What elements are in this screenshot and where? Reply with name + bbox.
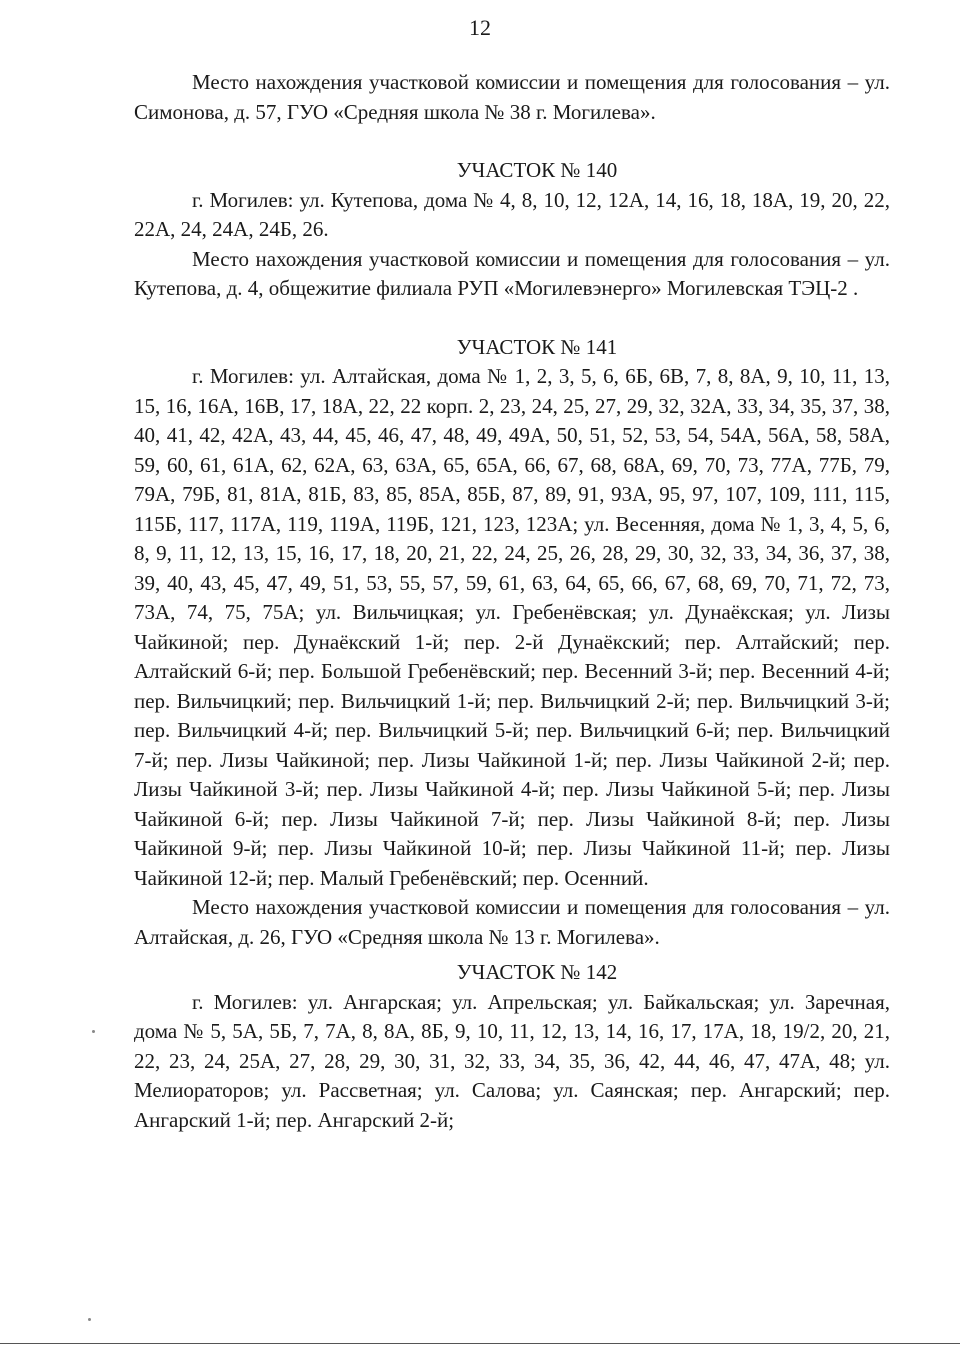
precinct-heading-141: УЧАСТОК № 141 — [456, 334, 618, 359]
precinct-heading-142: УЧАСТОК № 142 — [456, 960, 618, 984]
polling-location-141: Место нахождения участковой комиссии и помещения для голосования – ул. Алтайская, д. 26, ГУО «Средняя школа № 13 г. Могилева». — [134, 895, 890, 949]
scan-speck — [92, 1030, 95, 1033]
document-body — [134, 68, 890, 1135]
scan-speck — [88, 1318, 91, 1321]
polling-location-138: Место нахождения участковой комиссии и помещения для голосования – ул. Симонова, д. 57, ГУО «Средняя школа № 38 г. Могилева». — [134, 70, 890, 124]
precinct-addresses-141: г. Могилев: ул. Алтайская, дома № 1, 2, 3, 5, 6, 6Б, 6В, 7, 8, 8А, 9, 10, 11, 13, 15, 16, 16А, 16В, 17, 18А, 22, 22 корп. 2, 23, 24, 25, 27, 29, 32, 32А, 33, 34, 35, 37, 38, 40, 41, 42, 42А, 43, 44, 45, 46, 47, 48, 49, 49А, 50, 51, 52, 53, 54, 54А, 56А, 58, 58А, 59, 60, 61, 61А, 62, 62А, 63, 63А, 65, 65А, 66, 67, 68, 68А, 69, 70, 73, 77А, 77Б, 79, 79А, 79Б, 81, 81А, 81Б, 83, 85, 85А, 85Б, 87, 89, 91, 93А, 95, 97, 107, 109, 111, 115, 115Б, 117, 117А, 119, 119А, 119Б, 121, 123, 123А; ул. Весенняя, дома № 1, 3, 4, 5, 6, 8, 9, 11, 12, 13, 15, 16, 17, 18, 20, 21, 22, 24, 25, 26, 28, 29, 30, 32, 33, 34, 36, 37, 38, 39, 40, 43, 45, 47, 49, 51, 53, 55, 57, 59, 61, 63, 64, 65, 66, 67, 68, 69, 70, 71, 72, 73, 73А, 74, 75, 75А; ул. Вильчицкая; ул. Гребенёвская; ул. Дунаёкская; ул. Лизы Чайкиной; пер. Дунаёкский 1-й; пер. 2-й Дунаёкский; пер. Алтайский; пер. Алтайский 6-й; пер. Большой Гребенёвский; пер. Весенний 3-й; пер. Весенний 4-й; пер. Вильчицкий; пер. Вильчицкий 1-й; пер. Вильчицкий 2-й; пер. Вильчицкий 3-й; пер. Вильчицкий 4-й; пер. Вильчицкий 5-й; пер. Вильчицкий 6-й; пер. Вильчицкий 7-й; пер. Лизы Чайкиной; пер. Лизы Чайкиной 1-й; пер. Лизы Чайкиной 2-й; пер. Лизы Чайкиной 3-й; пер. Лизы Чайкиной 4-й; пер. Лизы Чайкиной 5-й; пер. Лизы Чайкиной 6-й; пер. Лизы Чайкиной 7-й; пер. Лизы Чайкиной 8-й; пер. Лизы Чайкиной 9-й; пер. Лизы Чайкиной 10-й; пер. Лизы Чайкиной 11-й; пер. Лизы Чайкиной 12-й; пер. Малый Гребенёвский; пер. Осенний. — [134, 364, 890, 890]
precinct-addresses-142: г. Могилев: ул. Ангарская; ул. Апрельская; ул. Байкальская; ул. Заречная, дома № 5, 5А, 5Б, 7, 7А, 8, 8А, 8Б, 9, 10, 11, 12, 13, 14, 16, 17, 17А, 18, 19/2, 20, 21, 22, 23, 24, 25А, 27, 28, 29, 30, 31, 32, 33, 34, 35, 36, 42, 44, 46, 47, 47А, 48; ул. Мелиораторов; ул. Рассветная; ул. Салова; ул. Саянская; пер. Ангарский; пер. Ангарский 1-й; пер. Ангарский 2-й; — [134, 989, 890, 1132]
precinct-addresses-140: г. Могилев: ул. Кутепова, дома № 4, 8, 10, 12, 12А, 14, 16, 18, 18А, 19, 20, 22, 22А, 24, 24А, 24Б, 26. — [134, 187, 890, 241]
precinct-heading-140: УЧАСТОК № 140 — [456, 158, 618, 182]
polling-location-140: Место нахождения участковой комиссии и помещения для голосования – ул. Кутепова, д. 4, общежитие филиала РУП «Могилевэнерго» Могилевская ТЭЦ-2 . — [134, 246, 890, 300]
scan-bottom-edge — [0, 1343, 960, 1344]
page-number: 12 — [469, 15, 491, 40]
